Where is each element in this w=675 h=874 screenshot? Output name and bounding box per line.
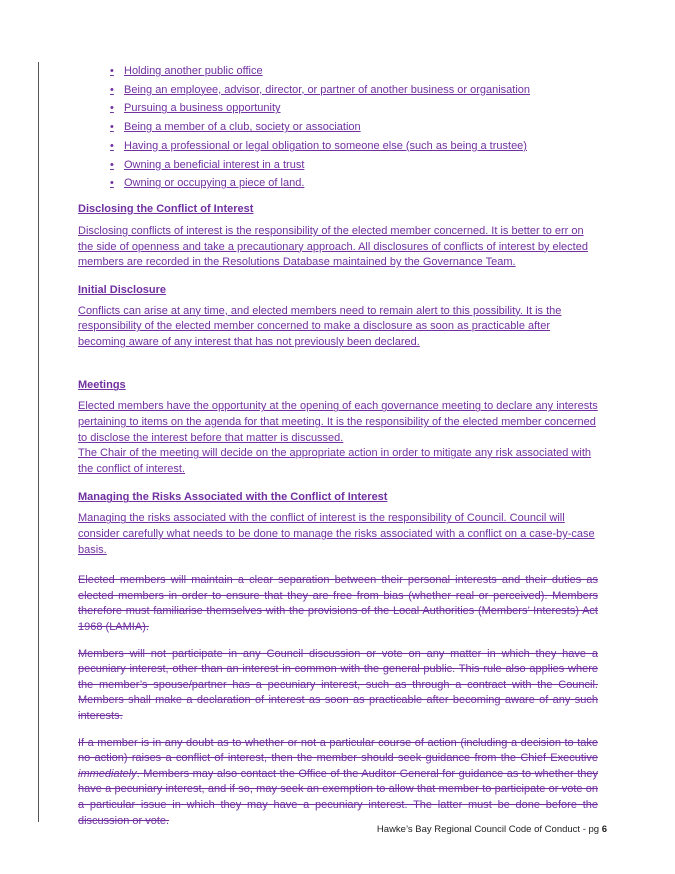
paragraph-initial-disclosure: Conflicts can arise at any time, and elected members need to remain alert to this possibility. It is the responsibility of the elected member concerned to make a disclosure as soon as practicable after becoming aware of any interest that has not previously been declared. xyxy=(78,304,562,348)
document-body xyxy=(78,62,598,829)
list-item: • Owning a beneficial interest in a trust xyxy=(110,156,598,175)
revision-change-bar xyxy=(38,62,39,822)
bullet-icon: • xyxy=(110,158,114,171)
heading-managing-risks: Managing the Risks Associated with the Conflict of Interest xyxy=(78,491,388,504)
page-footer xyxy=(377,824,607,835)
list-item: • Holding another public office xyxy=(110,62,598,81)
paragraph-managing-risks: Managing the risks associated with the conflict of interest is the responsibility of Council. Council will consider carefully what needs to be done to manage the risks associated with a conflict on a case-by-case basis. xyxy=(78,512,595,556)
bullet-icon: • xyxy=(110,139,114,152)
heading-initial-disclosure: Initial Disclosure xyxy=(78,283,167,296)
deleted-paragraph-separation: Elected members will maintain a clear separation between their personal interests and their duties as elected members in order to ensure that they are free from bias (whether real or perceived). Members therefore must familiarise themselves with the provisions of the Local Authorities (Members’ Interests) Act 1968 (LAMIA). xyxy=(78,574,598,634)
interest-bullet-list xyxy=(78,62,598,193)
bullet-icon: • xyxy=(110,121,114,134)
deleted-paragraph-participation: Members will not participate in any Council discussion or vote on any matter in which they have a pecuniary interest, other than an interest in common with the general public. This rule also applies where the member’s spouse/partner has a pecuniary interest, such as through a contract with the Council. Members shall make a declaration of interest as soon as practicable after becoming aware of any such interests. xyxy=(78,647,598,722)
list-item: • Owning or occupying a piece of land. xyxy=(110,174,598,193)
heading-meetings: Meetings xyxy=(78,379,126,392)
paragraph-disclosing: Disclosing conflicts of interest is the responsibility of the elected member concerned. It is better to err on the side of openness and take a precautionary approach. All disclosures of conflicts of interest by elected members are recorded in the Resolutions Database maintained by the Governance Team. xyxy=(78,224,588,269)
bullet-icon: • xyxy=(110,102,114,115)
footer-text: Hawke’s Bay Regional Council Code of Conduct - pg xyxy=(376,824,602,835)
deleted-paragraph-guidance: If a member is in any doubt as to whether or not a particular course of action (including a decision to take no action) raises a conflict of interest, then the member should seek guidance from the Chief Executive immediately. Members may also contact the Office of the Auditor General for guidance as to whether they have a pecuniary interest, and if so, may seek an exemption to allow that member to participate or vote on a particular issue in which they may have a pecuniary interest. The latter must be done before the discussion or vote. xyxy=(78,736,598,827)
list-item: • Pursuing a business opportunity xyxy=(110,99,598,118)
bullet-icon: • xyxy=(110,83,114,96)
list-item: • Being an employee, advisor, director, or partner of another business or organisation xyxy=(110,81,598,100)
heading-disclosing: Disclosing the Conflict of Interest xyxy=(78,202,254,215)
list-item: • Having a professional or legal obligation to someone else (such as being a trustee) xyxy=(110,137,598,156)
bullet-icon: • xyxy=(110,177,114,190)
paragraph-meetings: Elected members have the opportunity at the opening of each governance meeting to declare any interests pertaining to items on the agenda for that meeting. It is the responsibility of the elected member concerned to disclose the interest before that matter is discussed. The Chair of the meeting will decide on the appropriate action in order to mitigate any risk associated with the conflict of interest. xyxy=(78,400,598,475)
bullet-icon: • xyxy=(110,65,114,77)
page-number: 6 xyxy=(601,824,607,835)
list-item: • Being a member of a club, society or association xyxy=(110,118,598,137)
